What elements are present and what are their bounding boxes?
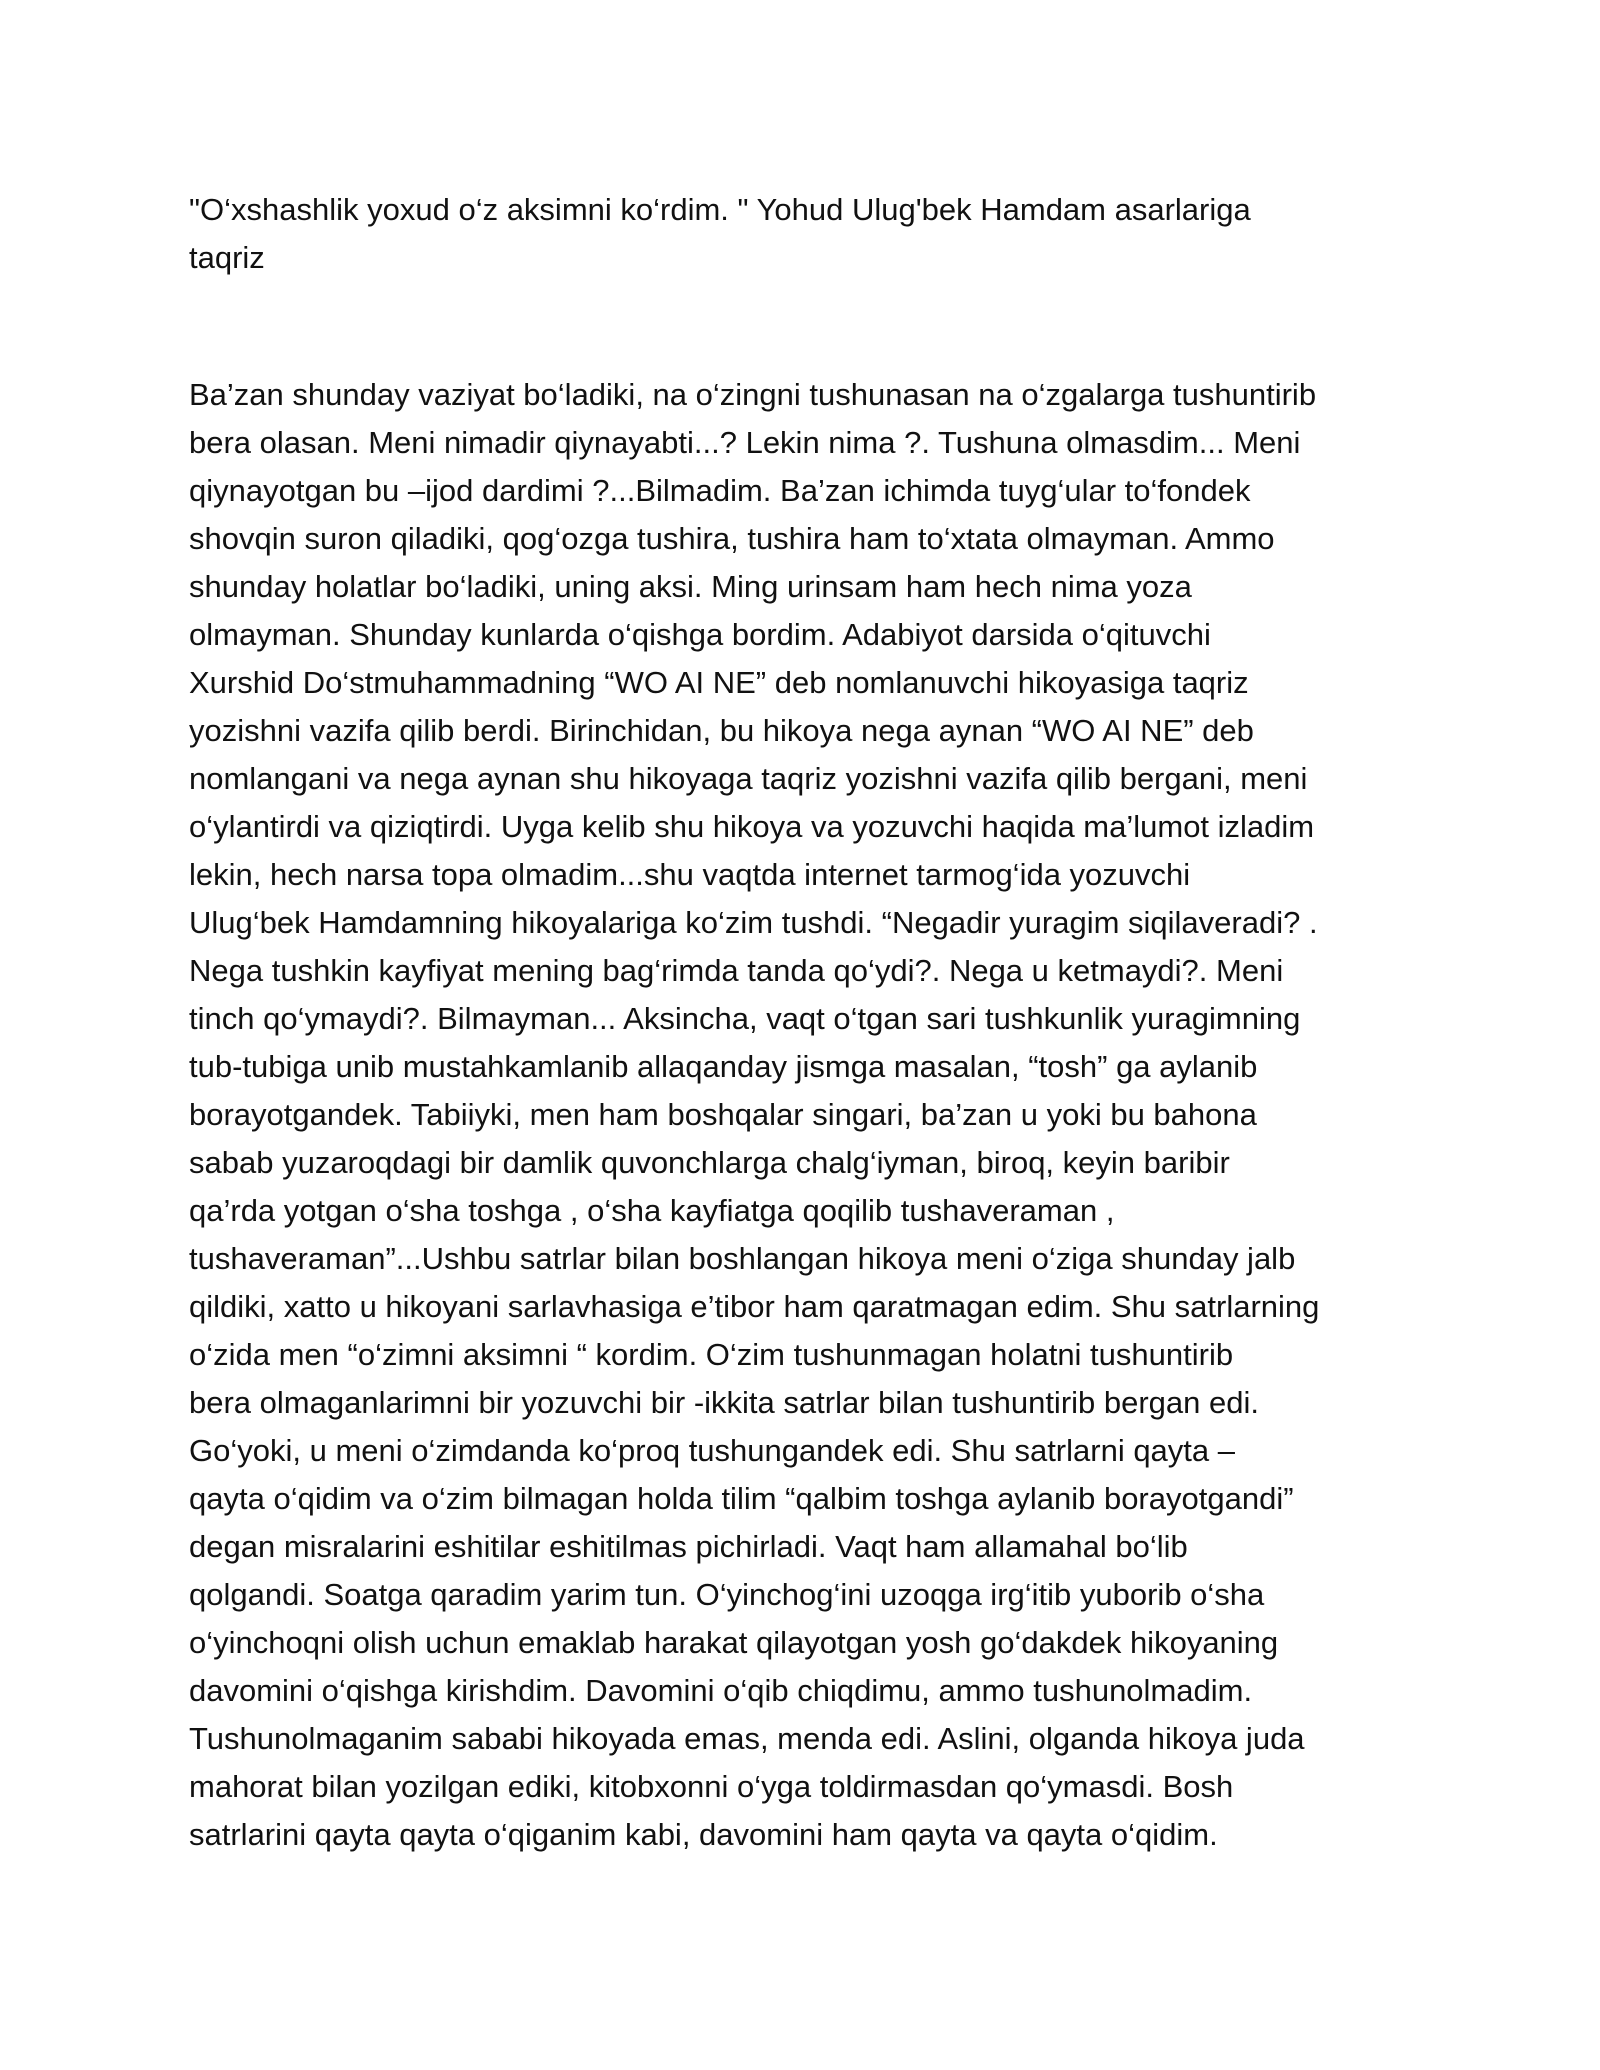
body-line: qiynayotgan bu –ijod dardimi ?...Bilmadim. Ba’zan ichimda tuyg‘ular to‘fondek [189, 473, 1251, 508]
body-line: o‘ylantirdi va qiziqtirdi. Uyga kelib shu hikoya va yozuvchi haqida ma’lumot izladim [189, 809, 1315, 844]
body-line: o‘yinchoqni olish uchun emaklab harakat qilayotgan yosh go‘dakdek hikoyaning [189, 1625, 1279, 1660]
body-line: tushaveraman”...Ushbu satrlar bilan boshlangan hikoya meni o‘ziga shunday jalb [189, 1241, 1296, 1276]
body-line: tinch qo‘ymaydi?. Bilmayman... Aksincha, vaqt o‘tgan sari tushkunlik yuragimning [189, 1001, 1301, 1036]
document-body [189, 371, 1434, 1859]
body-line: shunday holatlar bo‘ladiki, uning aksi. Ming urinsam ham hech nima yoza [189, 569, 1192, 604]
body-line: Ba’zan shunday vaziyat bo‘ladiki, na o‘zingni tushunasan na o‘zgalarga tushuntirib [189, 377, 1317, 412]
body-line: qayta o‘qidim va o‘zim bilmagan holda tilim “qalbim toshga aylanib borayotgandi” [189, 1481, 1294, 1516]
body-line: yozishni vazifa qilib berdi. Birinchidan, bu hikoya nega aynan “WO AI NE” deb [189, 713, 1254, 748]
body-line: davomini o‘qishga kirishdim. Davomini o‘qib chiqdimu, ammo tushunolmadim. [189, 1673, 1253, 1708]
body-line: olmayman. Shunday kunlarda o‘qishga bordim. Adabiyot darsida o‘qituvchi [189, 617, 1211, 652]
body-line: borayotgandek. Tabiiyki, men ham boshqalar singari, ba’zan u yoki bu bahona [189, 1097, 1257, 1132]
body-line: tub-tubiga unib mustahkamlanib allaqanday jismga masalan, “tosh” ga aylanib [189, 1049, 1258, 1084]
title-line: "O‘xshashlik yoxud o‘z aksimni ko‘rdim. " Yohud Ulug'bek Hamdam asarlariga [189, 192, 1251, 227]
body-line: Xurshid Do‘stmuhammadning “WO AI NE” deb nomlanuvchi hikoyasiga taqriz [189, 665, 1249, 700]
body-line: bera olmaganlarimni bir yozuvchi bir -ikkita satrlar bilan tushuntirib bergan edi. [189, 1385, 1259, 1420]
body-line: Nega tushkin kayfiyat mening bag‘rimda tanda qo‘ydi?. Nega u ketmaydi?. Meni [189, 953, 1284, 988]
body-line: qa’rda yotgan o‘sha toshga , o‘sha kayfiatga qoqilib tushaveraman , [189, 1193, 1115, 1228]
body-line: qolgandi. Soatga qaradim yarim tun. O‘yinchog‘ini uzoqga irg‘itib yuborib o‘sha [189, 1577, 1265, 1612]
body-line: Ulug‘bek Hamdamning hikoyalariga ko‘zim tushdi. “Negadir yuragim siqilaveradi? . [189, 905, 1318, 940]
body-line: qildiki, xatto u hikoyani sarlavhasiga e’tibor ham qaratmagan edim. Shu satrlarning [189, 1289, 1320, 1324]
body-line: Tushunolmaganim sababi hikoyada emas, menda edi. Aslini, olganda hikoya juda [189, 1721, 1305, 1756]
body-line: bera olasan. Meni nimadir qiynayabti...? Lekin nima ?. Tushuna olmasdim... Meni [189, 425, 1301, 460]
body-line: nomlangani va nega aynan shu hikoyaga taqriz yozishni vazifa qilib bergani, meni [189, 761, 1308, 796]
body-line: satrlarini qayta qayta o‘qiganim kabi, davomini ham qayta va qayta o‘qidim. [189, 1817, 1218, 1852]
body-line: Go‘yoki, u meni o‘zimdanda ko‘proq tushungandek edi. Shu satrlarni qayta – [189, 1433, 1236, 1468]
body-line: mahorat bilan yozilgan ediki, kitobxonni o‘yga toldirmasdan qo‘ymasdi. Bosh [189, 1769, 1234, 1804]
body-line: degan misralarini eshitilar eshitilmas pichirladi. Vaqt ham allamahal bo‘lib [189, 1529, 1188, 1564]
body-line: shovqin suron qiladiki, qog‘ozga tushira, tushira ham to‘xtata olmayman. Ammo [189, 521, 1275, 556]
body-line: o‘zida men “o‘zimni aksimni “ kordim. O‘zim tushunmagan holatni tushuntirib [189, 1337, 1234, 1372]
document-title [189, 186, 1419, 282]
body-line: lekin, hech narsa topa olmadim...shu vaqtda internet tarmog‘ida yozuvchi [189, 857, 1191, 892]
body-line: sabab yuzaroqdagi bir damlik quvonchlarga chalg‘iyman, biroq, keyin baribir [189, 1145, 1230, 1180]
title-line: taqriz [189, 240, 265, 275]
